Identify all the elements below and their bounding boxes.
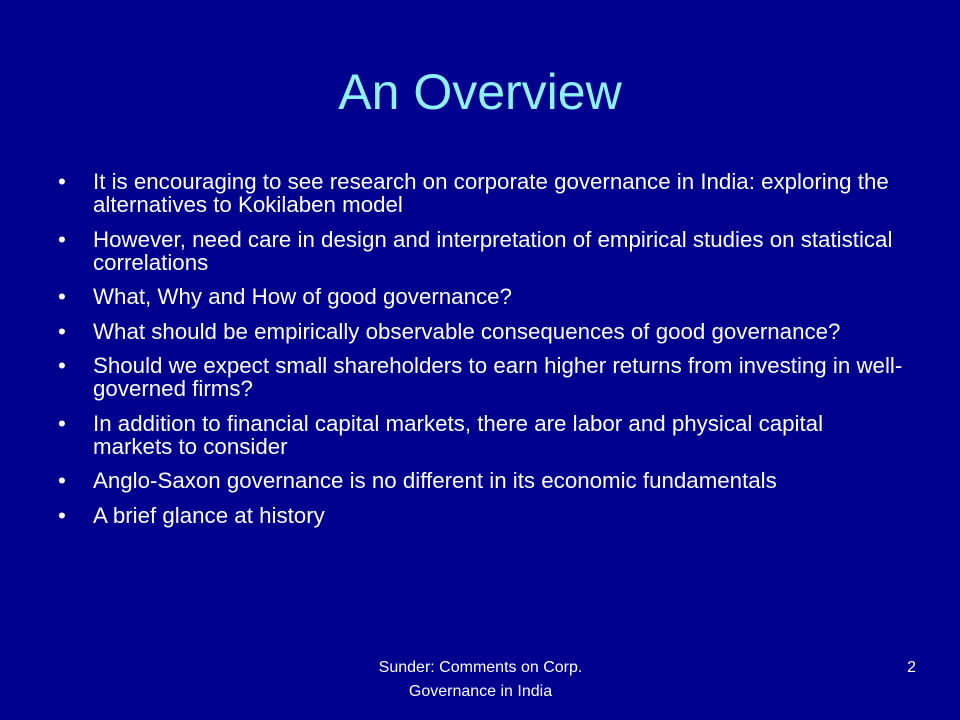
bullet-item — [58, 354, 908, 400]
bullet-icon: • — [58, 226, 66, 252]
slide-footer — [0, 646, 960, 720]
bullet-text: Should we expect small shareholders to earn higher returns from investing in well-governed firms? — [93, 353, 903, 401]
bullet-item — [58, 228, 908, 274]
bullet-text: A brief glance at history — [93, 502, 325, 528]
bullet-item — [58, 504, 908, 527]
bullet-text: Anglo-Saxon governance is no different in its economic fundamentals — [93, 468, 777, 493]
bullet-text: It is encouraging to see research on corporate governance in India: exploring the alternatives to Kokilaben model — [93, 169, 889, 217]
slide-title: An Overview — [338, 64, 622, 120]
page-number: 2 — [907, 659, 916, 676]
bullet-icon: • — [58, 169, 66, 194]
bullet-text: However, need care in design and interpretation of empirical studies on statistical correlations — [93, 226, 893, 275]
bullet-text: What, Why and How of good governance? — [93, 284, 512, 309]
bullet-icon: • — [58, 502, 66, 528]
bullet-icon: • — [58, 410, 66, 436]
bullet-item — [58, 170, 908, 216]
bullet-item — [58, 469, 908, 492]
bullet-icon: • — [58, 353, 66, 378]
bullet-text: What should be empirically observable consequences of good governance? — [93, 318, 841, 344]
bullet-item — [58, 285, 908, 308]
bullet-item — [58, 320, 908, 343]
bullet-icon: • — [58, 468, 66, 493]
bullet-list — [58, 170, 908, 538]
footer-text: Sunder: Comments on Corp. Governance in India — [378, 659, 583, 700]
bullet-item — [58, 412, 908, 458]
bullet-text: In addition to financial capital markets, there are labor and physical capital markets to consider — [93, 410, 824, 459]
bullet-icon: • — [58, 318, 66, 344]
bullet-icon: • — [58, 284, 66, 309]
